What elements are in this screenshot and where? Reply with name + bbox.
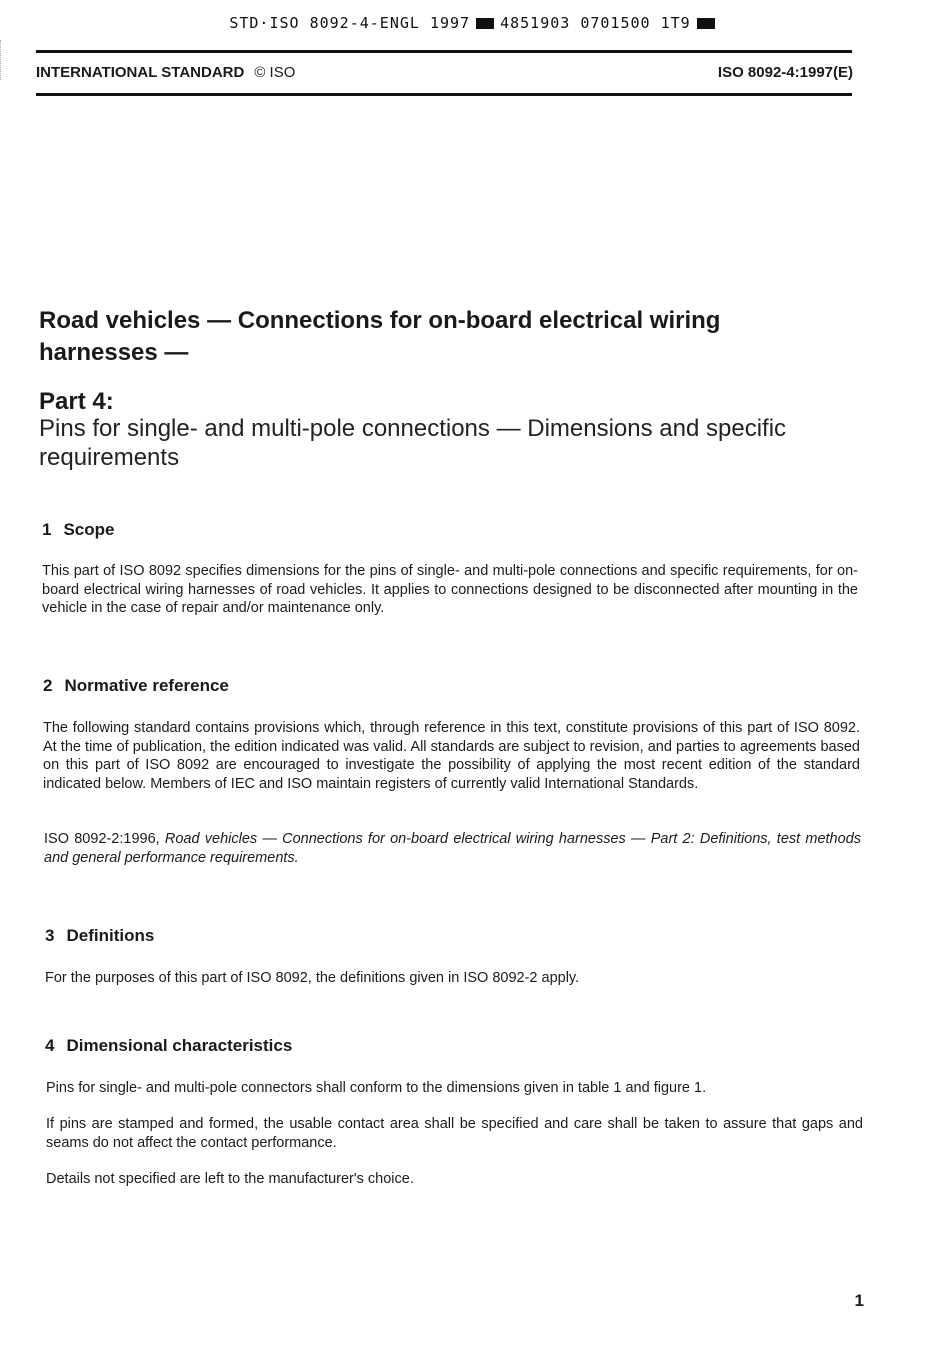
document-id: ISO 8092-4:1997(E) [717,64,853,81]
scan-header-code-2: 4851903 0701500 1T9 [500,14,691,32]
section-number: 2 [43,676,53,695]
section-number: 4 [45,1036,55,1055]
section-2-heading [43,676,229,696]
part-label: Part 4: [39,388,114,415]
header-left [36,64,295,81]
section-4-heading [45,1036,292,1056]
normative-reference-entry [44,830,861,867]
header-rule-top [36,50,852,53]
scan-block-mark [697,18,715,29]
dimensional-paragraph-1: Pins for single- and multi-pole connectors shall conform to the dimensions given in table 1 and figure 1. [46,1080,707,1096]
definitions-paragraph: For the purposes of this part of ISO 8092, the definitions given in ISO 8092-2 apply. [45,970,580,986]
section-title: Normative reference [64,676,229,695]
reference-title: Road vehicles — Connections for on-board electrical wiring harnesses — Part 2: Definitions, test methods and general performance requirements. [44,831,862,866]
scan-artifact [0,40,5,80]
copyright-label: © ISO [254,64,296,81]
dimensional-paragraph-3: Details not specified are left to the manufacturer's choice. [46,1171,414,1187]
part-subtitle: Pins for single- and multi-pole connections — Dimensions and specific requirements [39,415,787,471]
scan-header-line [0,14,950,32]
scan-block-mark [476,18,494,29]
scope-paragraph: This part of ISO 8092 specifies dimensions for the pins of single- and multi-pole connections and specific requirements, for on-board electrical wiring harnesses of road vehicles. It applies to connections designed to be disconnected after mounting in the vehicle in the case of repair and/or maintenance only. [42,563,858,616]
scan-header-code: STD·ISO 8092-4-ENGL 1997 [229,14,471,32]
dimensional-paragraph-2: If pins are stamped and formed, the usable contact area shall be specified and care shall be taken to assure that gaps and seams do not affect the contact performance. [46,1116,863,1151]
section-number: 3 [45,926,55,945]
standard-label: INTERNATIONAL STANDARD [36,64,245,81]
reference-code: ISO 8092-2:1996, [44,831,165,847]
section-title: Definitions [66,926,155,945]
section-title: Scope [63,520,115,539]
section-title: Dimensional characteristics [66,1036,293,1055]
section-1-heading [42,520,115,540]
page-number: 1 [854,1291,864,1310]
section-3-heading [45,926,154,946]
section-number: 1 [42,520,52,539]
document-title: Road vehicles — Connections for on-board electrical wiring harnesses — [39,307,721,366]
header-rule-bottom [36,93,852,96]
normative-paragraph: The following standard contains provisions which, through reference in this text, constitute provisions of this part of ISO 8092. At the time of publication, the edition indicated was valid. All standards are subject to revision, and parties to agreements based on this part of ISO 8092 are encouraged to investigate the possibility of applying the most recent edition of the standard indicated below. Members of IEC and ISO maintain registers of currently valid International Standards. [43,720,860,792]
